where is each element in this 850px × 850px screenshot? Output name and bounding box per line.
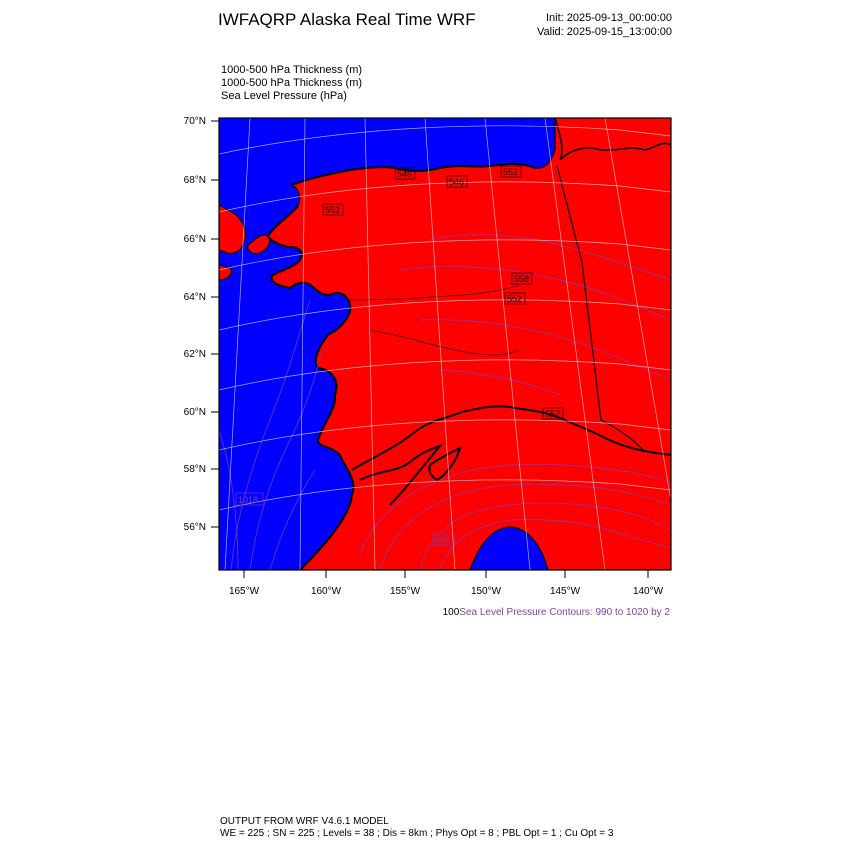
contour-label-text: 558	[514, 274, 530, 284]
contour-label	[505, 293, 525, 304]
contour-label	[512, 273, 532, 284]
lat-tick-label: 58°N	[183, 464, 206, 475]
lat-tick-label: 68°N	[183, 175, 206, 186]
contour-label-text: 552	[503, 167, 519, 177]
contour-label	[395, 168, 415, 179]
contour-label	[501, 166, 521, 177]
map-canvas	[219, 118, 671, 570]
lon-tick-label: 165°W	[228, 586, 260, 597]
init-time: Init: 2025-09-13_00:00:00	[546, 12, 672, 24]
lon-tick-label: 155°W	[389, 586, 421, 597]
contour-label-text: 1018	[238, 495, 259, 505]
field-label-slp: Sea Level Pressure (hPa)	[221, 90, 347, 102]
model-output-line: OUTPUT FROM WRF V4.6.1 MODEL	[220, 816, 389, 827]
contour-label-text: 546	[449, 177, 465, 187]
lon-tick-label: 140°W	[632, 586, 664, 597]
contour-label-text: 552	[545, 409, 561, 419]
model-config-line: WE = 225 ; SN = 225 ; Levels = 38 ; Dis = 8km ; Phys Opt = 8 ; PBL Opt = 1 ; Cu Opt = 3	[220, 828, 614, 839]
field-label-thickness-1: 1000-500 hPa Thickness (m)	[221, 64, 363, 76]
field-label-thickness-2: 1000-500 hPa Thickness (m)	[221, 77, 363, 89]
lat-tick-label: 64°N	[183, 292, 206, 303]
contour-label	[447, 176, 467, 187]
slp-note-text: Sea Level Pressure Contours: 990 to 1020 by 2	[459, 607, 670, 618]
contour-label	[323, 204, 343, 215]
lat-tick-label: 62°N	[183, 349, 206, 360]
lon-tick-label: 160°W	[310, 586, 342, 597]
lat-tick-label: 66°N	[183, 234, 206, 245]
contour-label-text: 996	[435, 535, 451, 545]
lat-axis	[184, 116, 219, 533]
lon-axis	[229, 570, 664, 597]
map-title: IWFAQRP Alaska Real Time WRF	[218, 10, 476, 29]
slp-contour-note	[443, 607, 670, 618]
lat-tick-label: 56°N	[183, 522, 206, 533]
contour-label-text: 552	[507, 294, 523, 304]
valid-time: Valid: 2025-09-15_13:00:00	[537, 26, 672, 38]
contour-label	[543, 408, 563, 419]
contour-label-text: 552	[325, 205, 341, 215]
contour-label-text: 546	[397, 169, 413, 179]
lat-tick-label: 60°N	[183, 407, 206, 418]
lon-tick-label: 150°W	[470, 586, 502, 597]
lon-tick-label: 145°W	[549, 586, 581, 597]
slp-note-lead: 100	[442, 607, 460, 618]
lat-tick-label: 70°N	[183, 116, 206, 127]
